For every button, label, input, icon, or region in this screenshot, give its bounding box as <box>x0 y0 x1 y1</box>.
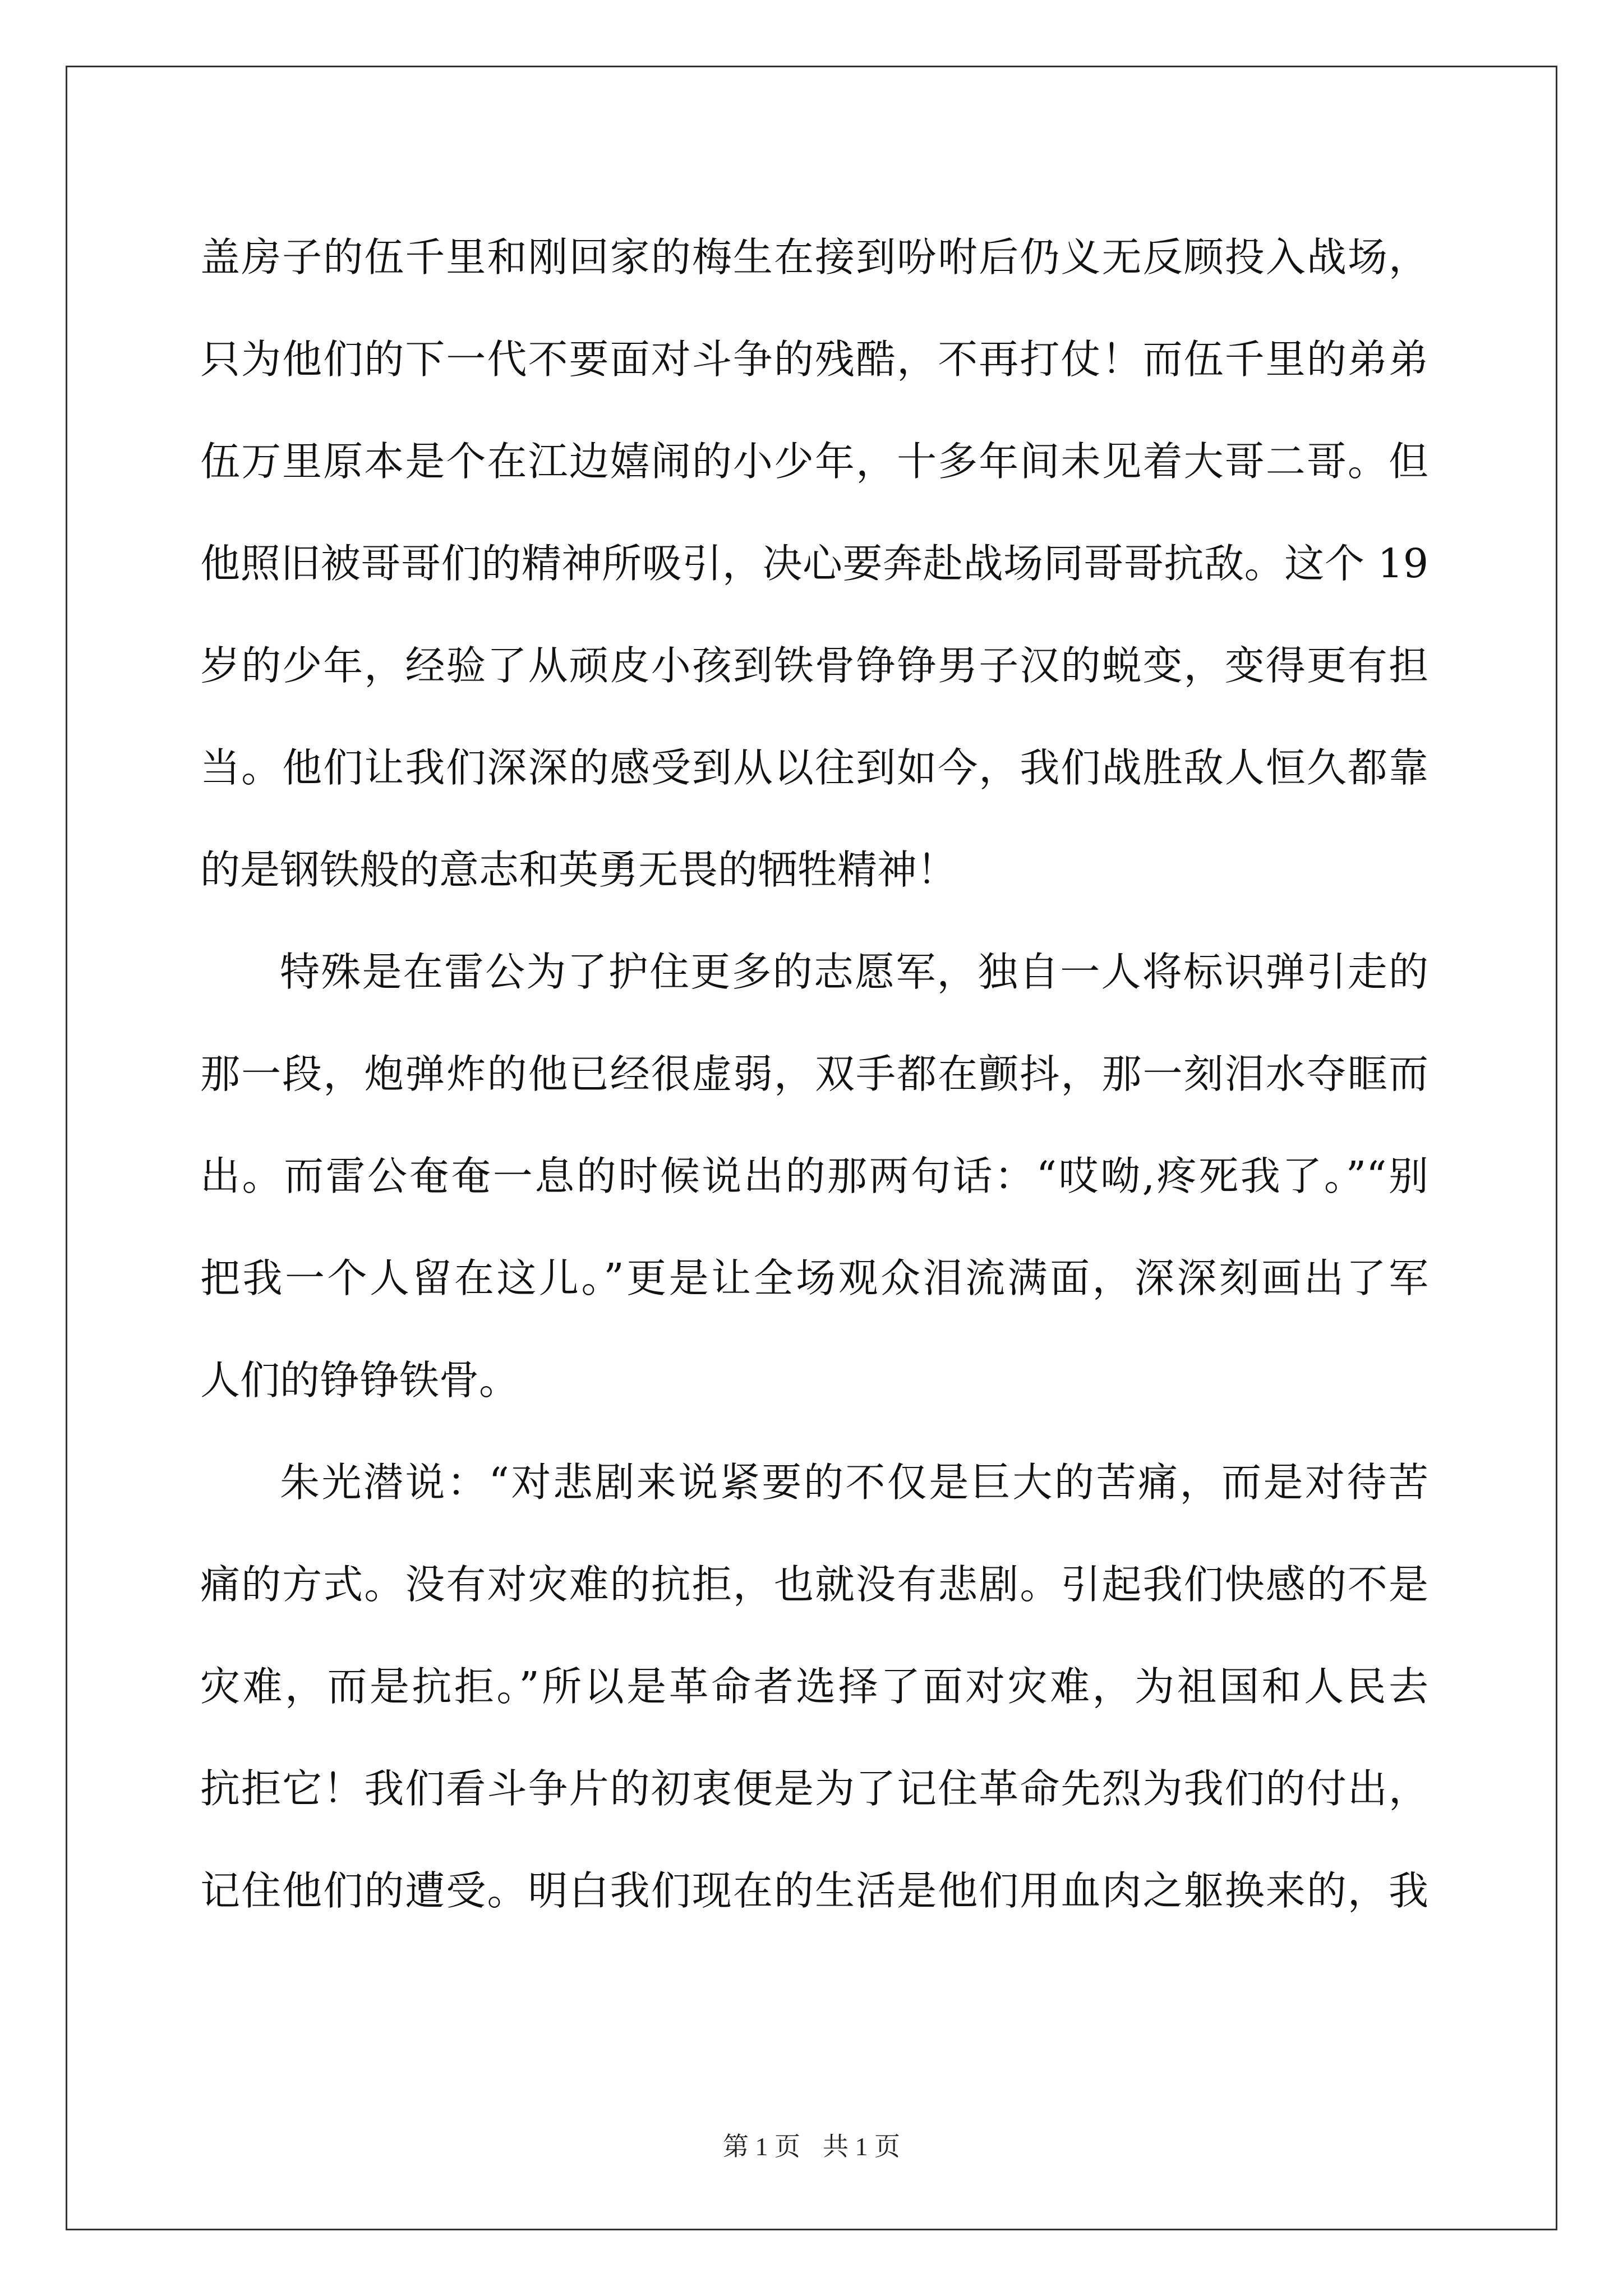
text-line: 出。而雷公奄奄一息的时候说出的那两句话：“哎呦,疼死我了。”“别 <box>200 1153 1428 1199</box>
text-line: 当。他们让我们深深的感受到从以往到如今，我们战胜敌人恒久都靠 <box>200 744 1428 791</box>
text-line: 人们的铮铮铁骨。 <box>200 1357 519 1404</box>
text-line: 岁的少年，经验了从顽皮小孩到铁骨铮铮男子汉的蜕变，变得更有担 <box>200 642 1428 689</box>
text-line: 只为他们的下一代不要面对斗争的残酷，不再打仗！而伍千里的弟弟 <box>200 336 1428 383</box>
paragraph-start-line: 朱光潜说：“对悲剧来说紧要的不仅是巨大的苦痛，而是对待苦 <box>280 1459 1428 1506</box>
page-total: 共 1 页 <box>823 2132 900 2161</box>
text-line: 盖房子的伍千里和刚回家的梅生在接到吩咐后仍义无反顾投入战场， <box>200 234 1428 280</box>
text-line: 把我一个人留在这儿。”更是让全场观众泪流满面，深深刻画出了军 <box>200 1255 1428 1301</box>
text-line: 记住他们的遭受。明白我们现在的生活是他们用血肉之躯换来的，我 <box>200 1867 1428 1914</box>
text-line: 他照旧被哥哥们的精神所吸引，决心要奔赴战场同哥哥抗敌。这个 19 <box>200 540 1428 587</box>
text-line: 灾难，而是抗拒。”所以是革命者选择了面对灾难，为祖国和人民去 <box>200 1663 1428 1710</box>
text-line: 那一段，炮弹炸的他已经很虚弱，双手都在颤抖，那一刻泪水夺眶而 <box>200 1051 1428 1097</box>
page-footer <box>0 2126 1623 2163</box>
paragraph-start-line: 特殊是在雷公为了护住更多的志愿军，独自一人将标识弹引走的 <box>280 949 1428 995</box>
page-number: 第 1 页 <box>723 2132 800 2161</box>
text-line: 痛的方式。没有对灾难的抗拒，也就没有悲剧。引起我们快感的不是 <box>200 1561 1428 1608</box>
text-line: 抗拒它！我们看斗争片的初衷便是为了记住革命先烈为我们的付出， <box>200 1765 1428 1812</box>
text-line: 的是钢铁般的意志和英勇无畏的牺牲精神！ <box>200 846 957 893</box>
document-body <box>200 206 1428 1942</box>
text-line: 伍万里原本是个在江边嬉闹的小少年，十多年间未见着大哥二哥。但 <box>200 438 1428 485</box>
